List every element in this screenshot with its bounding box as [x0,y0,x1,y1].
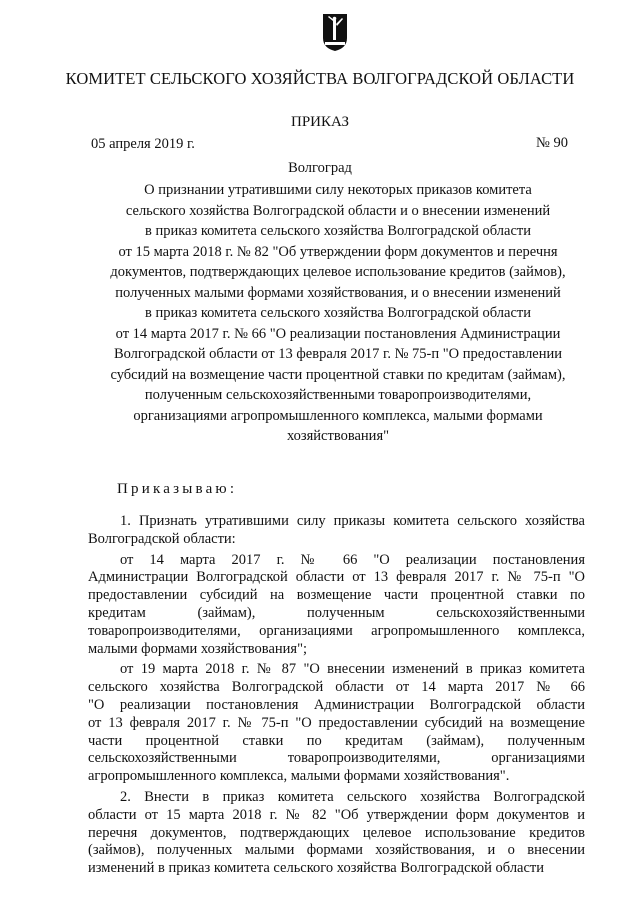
title-line: субсидий на возмещение части процентной ставки по кредитам (займам), [110,366,566,383]
document-body [88,513,585,878]
coat-of-arms-emblem [321,12,349,52]
body-line: Администрации Волгоградской области от 13 февраля 2017 г. № 75-п "О [88,569,585,586]
title-line: документов, подтверждающих целевое использование кредитов (займов), [110,264,566,280]
document-title [88,180,588,447]
document-type: ПРИКАЗ [291,114,349,130]
title-line: сельского хозяйства Волгоградской области и о внесении изменений [125,202,551,219]
body-line: агропромышленного комплекса, малыми формами хозяйствования". [88,768,510,785]
body-line: (займов), полученных малыми формами хозяйствования, и о внесении [88,842,585,859]
body-line: кредитам (займам), полученным сельскохозяйственными [88,604,585,621]
title-line: Волгоградской области от 13 февраля 2017 г. № 75-п "О предоставлении [113,346,563,362]
body-line: Волгоградской области: [88,530,236,547]
document-city: Волгоград [288,160,352,176]
title-line: хозяйствования" [286,428,390,444]
body-line: "О реализации постановления Администрации Волгоградской области [88,696,585,713]
body-line: от 13 февраля 2017 г. № 75-п "О предоставлении субсидий на возмещение [88,714,585,731]
body-line: предоставлении субсидий на возмещение части процентной ставки по [88,587,585,604]
title-line: в приказ комитета сельского хозяйства Волгоградской области [144,305,532,321]
organization-name: КОМИТЕТ СЕЛЬСКОГО ХОЗЯЙСТВА ВОЛГОГРАДСКОЙ ОБЛАСТИ [65,69,575,88]
body-line: части процентной ставки по кредитам (займам), полученным [88,732,585,749]
title-line: полученным сельскохозяйственными товаропроизводителями, [144,387,532,403]
title-line: полученных малыми формами хозяйствования, и о внесении изменений [115,284,561,301]
title-line: от 14 марта 2017 г. № 66 "О реализации постановления Администрации [115,325,561,342]
order-heading: Приказываю: [117,481,238,497]
body-line: перечня документов, подтверждающих целевое использование кредитов [88,824,585,841]
body-line: сельскохозяйственными товаропроизводителями, организациями [88,750,585,767]
title-line: О признании утратившими силу некоторых приказов комитета [144,182,532,198]
body-line: сельского хозяйства Волгоградской области от 14 марта 2017 № 66 [88,679,585,696]
body-line: малыми формами хозяйствования"; [88,640,308,657]
body-line: от 19 марта 2018 г. № 87 "О внесении изменений в приказ комитета [120,661,585,678]
title-line: в приказ комитета сельского хозяйства Волгоградской области [144,223,532,239]
body-line: товаропроизводителями, организациями агропромышленного комплекса, [88,622,585,639]
body-line: области от 15 марта 2018 г. № 82 "Об утверждении форм документов и [88,806,585,823]
body-line: изменений в приказ комитета сельского хозяйства Волгоградской области [88,860,545,877]
document-date: 05 апреля 2019 г. [91,136,195,152]
body-paragraph [88,513,585,549]
body-paragraph [88,552,585,659]
body-paragraph [88,789,585,878]
title-line: от 15 марта 2018 г. № 82 "Об утверждении форм документов и перечня [118,243,558,260]
title-line: организациями агропромышленного комплекса, малыми формами [133,407,543,424]
body-line: от 14 марта 2017 г. № 66 "О реализации постановления [120,551,585,568]
body-paragraph [88,661,585,786]
body-line: 2. Внести в приказ комитета сельского хозяйства Волгоградской [120,788,585,805]
document-number: № 90 [536,135,568,151]
body-line: 1. Признать утратившими силу приказы комитета сельского хозяйства [120,513,585,529]
